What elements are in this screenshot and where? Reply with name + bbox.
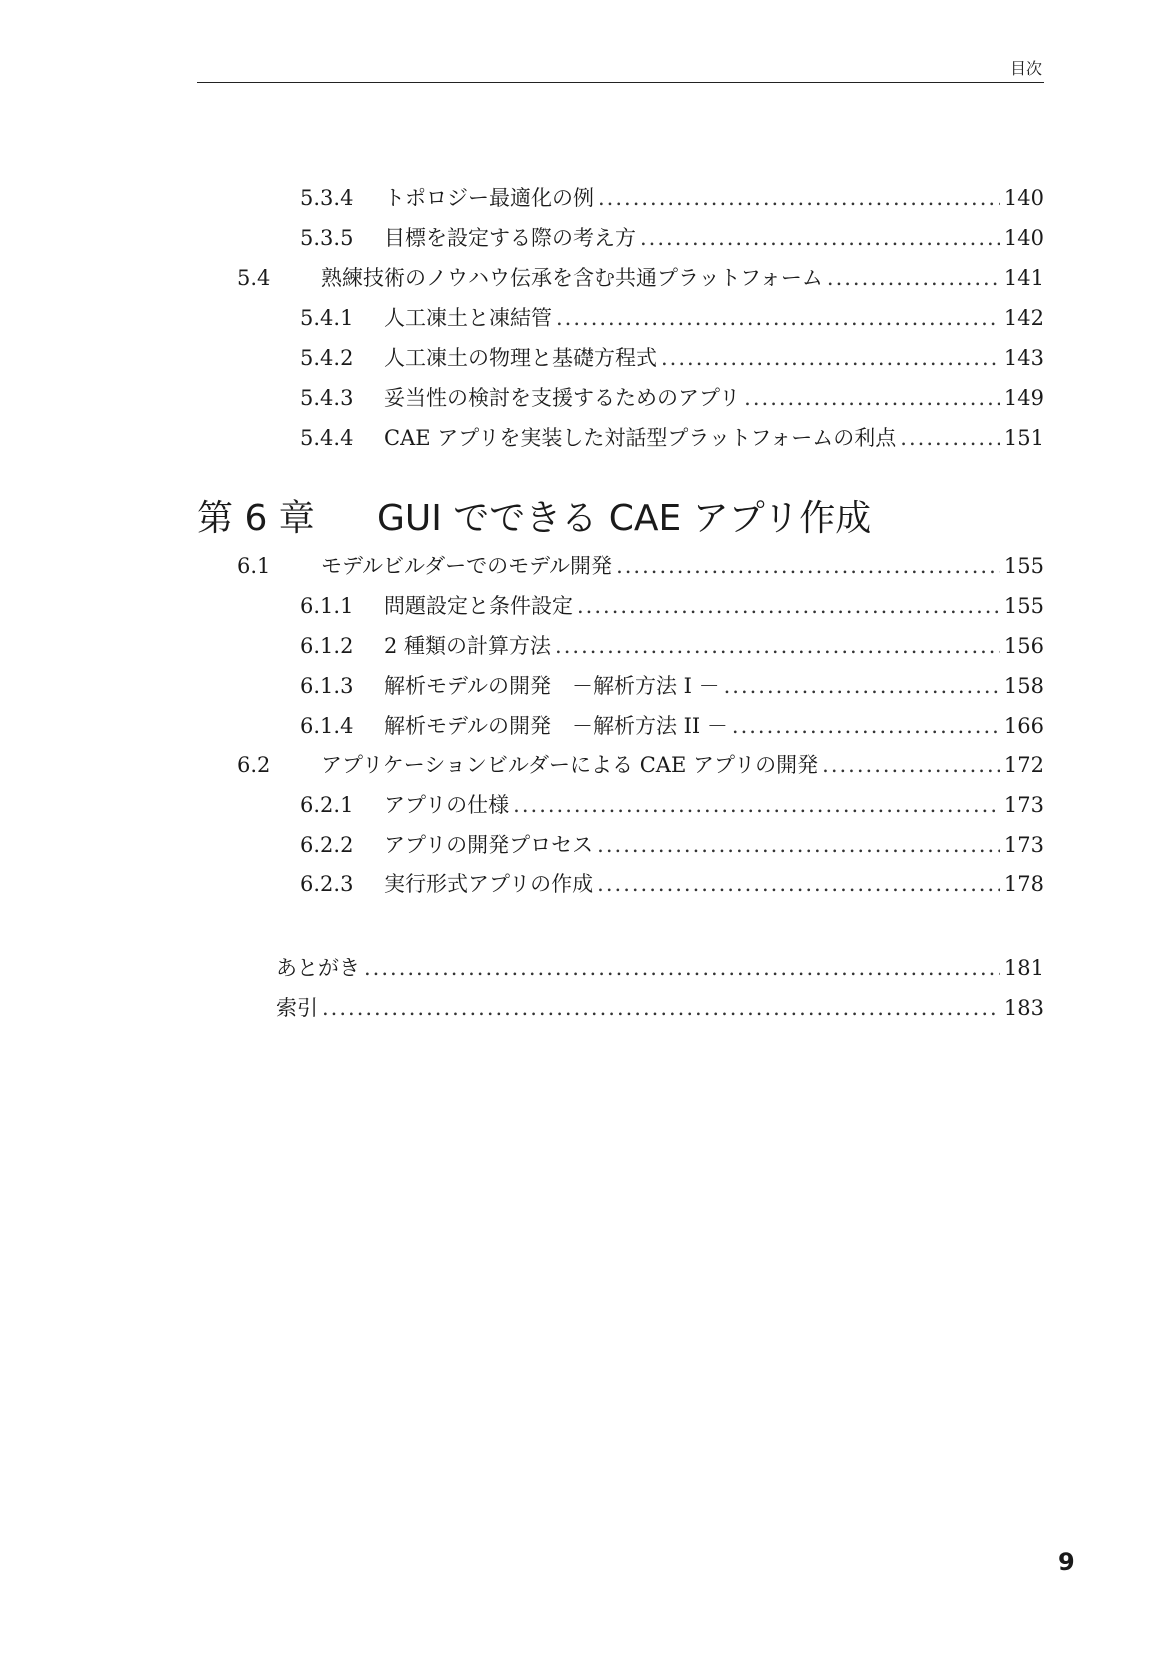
toc-entry-page: 149	[1003, 386, 1044, 410]
toc-entry-number: 5.4.4	[300, 426, 354, 450]
toc-entry-number: 5.4	[237, 266, 271, 290]
toc-entry-title: アプリの仕様	[384, 793, 510, 817]
toc-leader-dots	[577, 589, 1000, 623]
toc-leader-dots	[513, 788, 1000, 822]
page-number: 9	[1058, 1548, 1075, 1576]
toc-entry-page: 181	[1003, 956, 1044, 980]
toc-leader-dots	[744, 381, 1000, 415]
toc-entry-page: 143	[1003, 346, 1044, 370]
toc-leader-dots	[597, 828, 1000, 862]
toc-entry-page: 156	[1003, 634, 1044, 658]
toc-entry-title: 人工凍土の物理と基礎方程式	[384, 346, 657, 370]
toc-entry-title: 妥当性の検討を支援するためのアプリ	[384, 386, 741, 410]
toc-entry-title: 実行形式アプリの作成	[384, 872, 594, 896]
toc-leader-dots	[555, 629, 1000, 663]
toc-entry-number: 5.4.1	[300, 306, 354, 330]
toc-leader-dots	[640, 221, 1000, 255]
chapter-title: GUI でできる CAE アプリ作成	[377, 498, 872, 539]
toc-entry-title: アプリケーションビルダーによる CAE アプリの開発	[321, 753, 819, 777]
toc-entry-page: 173	[1003, 833, 1044, 857]
toc-entry-page: 158	[1003, 674, 1044, 698]
toc-entry-number: 6.1	[237, 554, 271, 578]
toc-entry-6-1-1[interactable]	[300, 589, 1044, 623]
toc-entry-title: 索引	[276, 996, 318, 1020]
toc-entry-page: 142	[1003, 306, 1044, 330]
toc-leader-dots	[598, 181, 1000, 215]
toc-entry-number: 6.2.1	[300, 793, 354, 817]
toc-leader-dots	[661, 341, 1000, 375]
toc-leader-dots	[364, 951, 1000, 985]
toc-entry-page: 140	[1003, 226, 1044, 250]
toc-entry-number: 6.2	[237, 753, 271, 777]
toc-entry-page: 155	[1003, 554, 1044, 578]
toc-entry-title: CAE アプリを実装した対話型プラットフォームの利点	[384, 426, 897, 450]
toc-entry-number: 5.4.3	[300, 386, 354, 410]
toc-entry-title: あとがき	[276, 956, 360, 980]
toc-entry-page: 183	[1003, 996, 1044, 1020]
toc-entry-number: 5.4.2	[300, 346, 354, 370]
toc-entry-number: 6.2.2	[300, 833, 354, 857]
toc-entry-number: 6.1.1	[300, 594, 354, 618]
toc-entry-6-1-3[interactable]	[300, 669, 1044, 703]
toc-leader-dots	[322, 991, 1000, 1025]
toc-entry-title: トポロジー最適化の例	[384, 186, 594, 210]
chapter-heading	[197, 497, 871, 541]
toc-entry-index[interactable]	[276, 991, 1044, 1025]
toc-leader-dots	[556, 301, 1000, 335]
toc-entry-number: 5.3.4	[300, 186, 354, 210]
toc-leader-dots	[597, 867, 1000, 901]
toc-entry-6-1[interactable]	[237, 549, 1044, 583]
toc-entry-number: 6.1.3	[300, 674, 354, 698]
running-head	[197, 52, 1044, 83]
toc-leader-dots	[724, 669, 1000, 703]
toc-entry-page: 151	[1003, 426, 1044, 450]
toc-entry-5-4-3[interactable]	[300, 381, 1044, 415]
toc-entry-6-1-2[interactable]	[300, 629, 1044, 663]
toc-entry-afterword[interactable]	[276, 951, 1044, 985]
toc-entry-title: アプリの開発プロセス	[384, 833, 594, 857]
toc-entry-number: 6.1.2	[300, 634, 354, 658]
toc-entry-5-4[interactable]	[237, 261, 1044, 295]
toc-entry-page: 155	[1003, 594, 1044, 618]
toc-entry-title: モデルビルダーでのモデル開発	[321, 554, 613, 578]
toc-entry-title: 解析モデルの開発 －解析方法 I －	[384, 674, 720, 698]
toc-entry-page: 141	[1003, 266, 1044, 290]
toc-entry-title: 2 種類の計算方法	[384, 634, 552, 658]
toc-leader-dots	[822, 748, 1000, 782]
toc-entry-6-1-4[interactable]	[300, 709, 1044, 743]
toc-entry-6-2-2[interactable]	[300, 828, 1044, 862]
toc-entry-page: 140	[1003, 186, 1044, 210]
toc-leader-dots	[900, 421, 1000, 455]
chapter-number: 第 6 章	[197, 498, 315, 539]
toc-entry-6-2-3[interactable]	[300, 867, 1044, 901]
toc-leader-dots	[827, 261, 1000, 295]
toc-entry-title: 問題設定と条件設定	[384, 594, 573, 618]
toc-entry-5-3-4[interactable]	[300, 181, 1044, 215]
toc-entry-6-2-1[interactable]	[300, 788, 1044, 822]
toc-entry-title: 人工凍土と凍結管	[384, 306, 552, 330]
toc-entry-5-4-4[interactable]	[300, 421, 1044, 455]
toc-entry-6-2[interactable]	[237, 748, 1044, 782]
toc-entry-5-4-2[interactable]	[300, 341, 1044, 375]
toc-entry-5-3-5[interactable]	[300, 221, 1044, 255]
toc-entry-page: 173	[1003, 793, 1044, 817]
toc-entry-page: 166	[1003, 714, 1044, 738]
toc-leader-dots	[616, 549, 1000, 583]
toc-entry-number: 5.3.5	[300, 226, 354, 250]
toc-entry-title: 解析モデルの開発 －解析方法 II －	[384, 714, 728, 738]
toc-entry-title: 熟練技術のノウハウ伝承を含む共通プラットフォーム	[321, 266, 823, 290]
toc-leader-dots	[732, 709, 1000, 743]
toc-entry-page: 178	[1003, 872, 1044, 896]
toc-entry-5-4-1[interactable]	[300, 301, 1044, 335]
toc-entry-number: 6.1.4	[300, 714, 354, 738]
toc-entry-number: 6.2.3	[300, 872, 354, 896]
running-head-title: 目次	[1009, 59, 1042, 78]
toc-entry-title: 目標を設定する際の考え方	[384, 226, 636, 250]
toc-entry-page: 172	[1003, 753, 1044, 777]
